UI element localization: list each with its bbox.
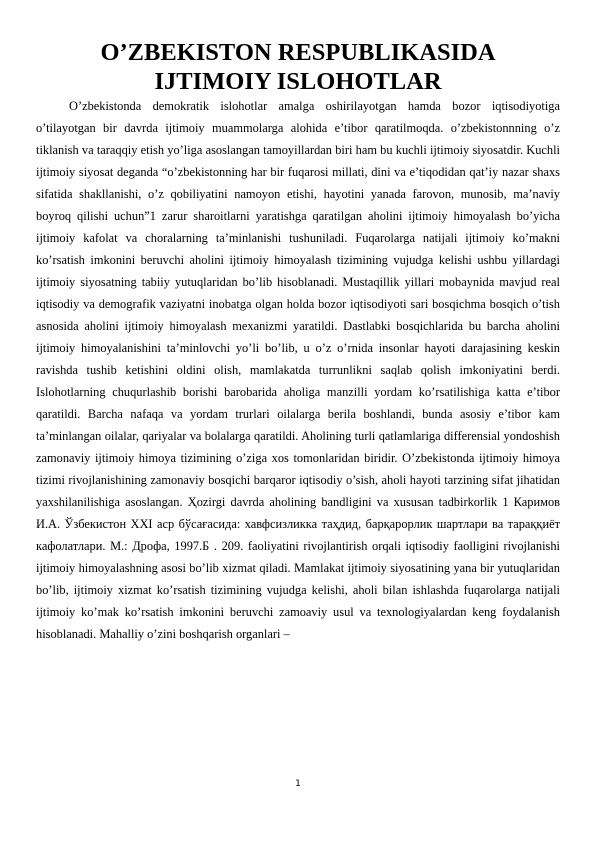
page-number: 1	[295, 779, 301, 789]
document-body	[36, 95, 560, 645]
title-line-2: IJTIMOIY ISLOHOTLAR	[154, 68, 442, 95]
title-line-1: O’ZBEKISTON RESPUBLIKASIDA	[100, 39, 496, 66]
document-title	[36, 38, 560, 96]
body-paragraph: O’zbekistonda demokratik islohotlar amalga oshirilayotgan hamda bozor iqtisodiyotiga o’tilayotgan bir davrda ijtimoiy muammolarga alohida e’tibor qaratilmoqda. o’zbekistonnning o’z tiklanish va taraqqiy etish yo’liga asoslangan tamoyillardan biri ham bu kuchli ijtimoiy siyosatdir. Kuchli ijtimoiy siyosat deganda “o’zbekistonning har bir fuqarosi millati, dini va e’tiqodidan qat’iy nazar shaxs sifatida shakllanishi, o’z qobiliyatini namoyon etishi, hayotini yanada farovon, munosib, ma’naviy boyroq qilishi uchun”1 zarur sharoitlarni yaratishga qaratilgan aholini ijtimoiy himoyalash bo’yicha ijtimoiy kafolat va choralarning ta’minlanishi tushuniladi. Fuqarolarga natijali ijtimoiy ko’makni ko’rsatish imkonini beruvchi aholini ijtimoiy himoyalash tizimining vujudga kelishi ushbu yillardagi ijtimoiy siyosatning tabiiy yutuqlaridan bo’lib hisoblanadi. Mustaqillik yillari mobaynida mavjud real iqtisodiy va demografik vaziyatni inobatga olgan holda bozor iqtisodiyoti sari bosqichma bosqich o’tish asnosida aholini ijtimoiy himoyalash mexanizmi yaratildi. Dastlabki bosqichlarida bu barcha aholini ijtimoiy himoyalanishini ta’minlovchi yo’li bo’lib, u o’z o’rnida insonlar hayoti darajasining keskin ravishda tushib ketishini oldini olish, mamlakatda turrunlikni saqlab qolish imkoniyatini berdi. Islohotlarning chuqurlashib borishi barobarida aholiga manzilli yordam ko’rsatilishiga katta e’tibor qaratildi. Barcha nafaqa va yordam trurlari oilalarga berila boshlandi, bunda asosiy e’tibor kam ta’minlangan oilalar, qariyalar va bolalarga qaratildi. Aholining turli qatlamlariga differensial yondoshish zamonaviy ijtimoiy himoya tizimining o’ziga xos tomonlaridan biridir. O’zbekistonda ijtimoiy himoya tizimi rivojlanishining zamonaviy bosqichi barqaror iqtisodiy o’sish, aholi hayoti tarzining sifat jihatidan yaxshilanilishiga asoslangan. Ҳozirgi davrda aholining bandligini va xususan tadbirkorlik 1 Каримов И.А. Ўзбекистон XXI аср бўсағасида: хавфсизликка таҳдид, барқарорлик шартлари ва тараққиёт кафолатлари. М.: Дрофа, 1997.Б . 209. faoliyatini rivojlantirish orqali iqtisodiy faolligini rivojlanishi ijtimoiy himoyalashning asosi bo’lib xizmat qiladi. Mamlakat ijtimoiy siyosatining yana bir yutuqlaridan bo’lib, ijtimoiy xizmat ko’rsatish tizimining vujudga kelishi, aholi bilan ishlashda fuqarolarga natijali ijtimoiy ko’mak ko’rsatish imkonini beruvchi zamoaviy usul va texnologiyalardan keng foydalanish hisoblanadi. Mahalliy o’zini boshqarish organlari –	[36, 99, 560, 641]
